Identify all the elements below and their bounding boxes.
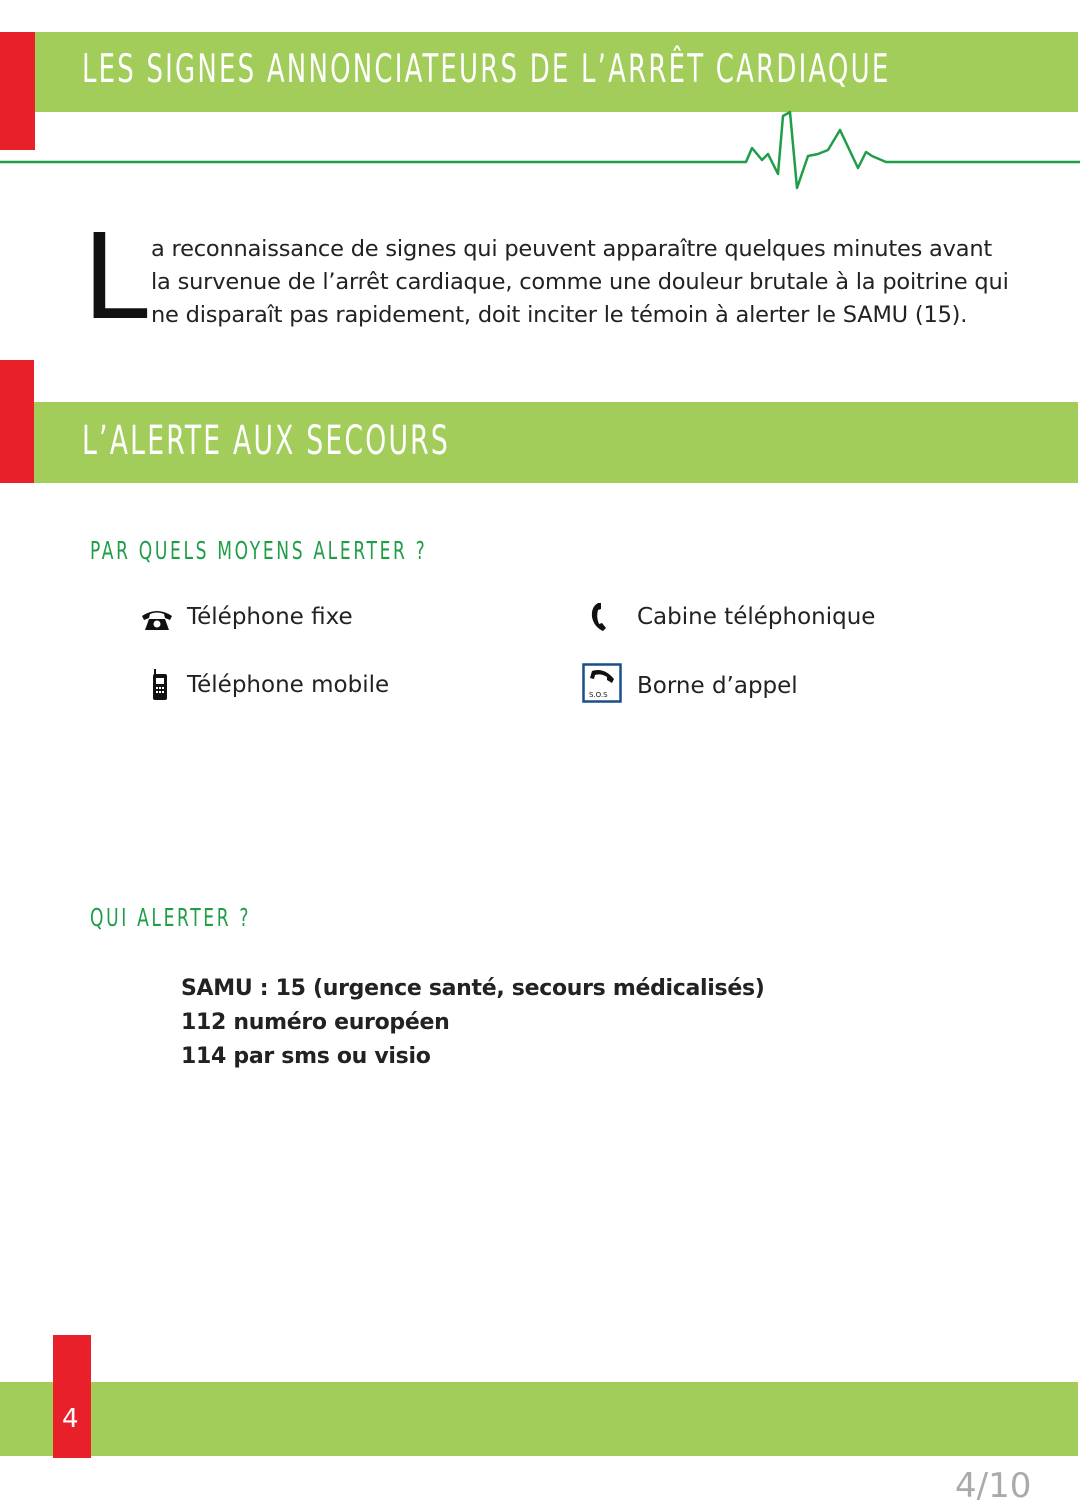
means-label-cabin: Cabine téléphonique [637,604,876,630]
section1-title: LES SIGNES ANNONCIATEURS DE L’ARRÊT CARDIAQUE [82,47,891,92]
means-heading: PAR QUELS MOYENS ALERTER ? [90,536,428,565]
section2-title: L’ALERTE AUX SECOURS [82,418,451,464]
ecg-line-icon [0,108,1080,198]
sos-call-box-icon [582,663,622,703]
means-label-landline: Téléphone fixe [187,604,353,630]
page-number: 4 [62,1404,79,1434]
section2-red-tab [0,360,34,483]
mobile-phone-icon [150,669,170,701]
number-samu: SAMU : 15 (urgence santé, secours médicalisés) [181,976,765,1001]
intro-paragraph [151,233,1031,332]
who-heading: QUI ALERTER ? [90,903,252,932]
svg-text:S.O.S: S.O.S [589,691,608,699]
means-label-mobile: Téléphone mobile [187,672,390,698]
emergency-numbers [181,972,765,1074]
footer-band [0,1382,1078,1456]
viewer-page-indicator: 4/10 [955,1466,1032,1506]
number-112: 112 numéro européen [181,1010,450,1035]
intro-line-1: a reconnaissance de signes qui peuvent apparaître quelques minutes avant [151,236,993,262]
phone-handset-icon [590,601,616,633]
number-114: 114 par sms ou visio [181,1044,431,1069]
footer-red-tab [53,1335,91,1458]
intro-line-3: ne disparaît pas rapidement, doit inciter le témoin à alerter le SAMU (15). [151,302,968,328]
intro-dropcap: L [82,208,148,346]
landline-phone-icon [140,607,174,633]
intro-line-2: la survenue de l’arrêt cardiaque, comme une douleur brutale à la poitrine qui [151,269,1009,295]
means-label-callbox: Borne d’appel [637,673,798,699]
